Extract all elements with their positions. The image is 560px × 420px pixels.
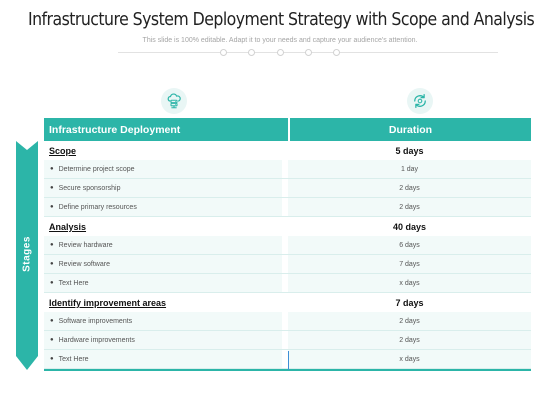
- section-row-identify-improvement-areas: [44, 293, 531, 312]
- bullet-icon: ●: [50, 185, 54, 191]
- task-label: Review software: [58, 260, 110, 268]
- task-duration: 2 days: [288, 312, 531, 330]
- section-duration: 7 days: [395, 297, 424, 308]
- bullet-icon: ●: [50, 280, 54, 286]
- task-label: Review hardware: [58, 241, 113, 249]
- section-duration: 40 days: [392, 221, 427, 232]
- table-row: [44, 312, 531, 331]
- table-row: [44, 160, 531, 179]
- bullet-icon: ●: [50, 242, 54, 248]
- table-row: [44, 198, 531, 217]
- header-infrastructure-deployment: Infrastructure Deployment: [44, 118, 288, 141]
- task-duration: x days: [288, 350, 531, 368]
- table-row: [44, 331, 531, 350]
- deployment-table: [44, 118, 531, 371]
- header-duration: Duration: [290, 118, 531, 141]
- text-cursor: [288, 351, 289, 370]
- task-label: Define primary resources: [58, 203, 137, 211]
- bullet-icon: ●: [50, 356, 54, 362]
- task-duration: x days: [288, 274, 531, 292]
- bullet-icon: ●: [50, 318, 54, 324]
- section-name: Identify improvement areas: [49, 297, 167, 308]
- section-row-scope: [44, 141, 531, 160]
- divider-dot: [333, 49, 340, 56]
- divider-dot: [305, 49, 312, 56]
- task-label: Secure sponsorship: [58, 184, 121, 192]
- task-label: Software improvements: [58, 317, 133, 325]
- divider-dot: [277, 49, 284, 56]
- divider-dot: [220, 49, 227, 56]
- slide-subtitle: This slide is 100% editable. Adapt it to your needs and capture your audience's attention.: [142, 37, 418, 44]
- section-name: Scope: [49, 145, 77, 156]
- bullet-icon: ●: [50, 261, 54, 267]
- table-row: [44, 274, 531, 293]
- task-duration: 6 days: [288, 236, 531, 254]
- task-duration: 7 days: [288, 255, 531, 273]
- table-row: [44, 255, 531, 274]
- section-name: Analysis: [49, 221, 87, 232]
- bullet-icon: ●: [50, 204, 54, 210]
- task-label: Determine project scope: [58, 165, 135, 173]
- task-duration: 1 day: [288, 160, 531, 178]
- task-duration: 2 days: [288, 198, 531, 216]
- section-row-analysis: [44, 217, 531, 236]
- bullet-icon: ●: [50, 166, 54, 172]
- task-duration: 2 days: [288, 179, 531, 197]
- table-header: [44, 118, 531, 141]
- task-duration: 2 days: [288, 331, 531, 349]
- refresh-cycle-icon: [407, 88, 433, 114]
- divider-dot: [248, 49, 255, 56]
- bullet-icon: ●: [50, 337, 54, 343]
- task-label: Text Here: [58, 355, 89, 363]
- cloud-server-icon: [161, 88, 187, 114]
- stages-label: Stages: [21, 236, 33, 272]
- task-label: Text Here: [58, 279, 89, 287]
- table-row: [44, 179, 531, 198]
- table-row: [44, 236, 531, 255]
- section-duration: 5 days: [395, 145, 424, 156]
- task-label: Hardware improvements: [58, 336, 135, 344]
- slide-title: Infrastructure System Deployment Strategy with Scope and Analysis: [28, 10, 535, 30]
